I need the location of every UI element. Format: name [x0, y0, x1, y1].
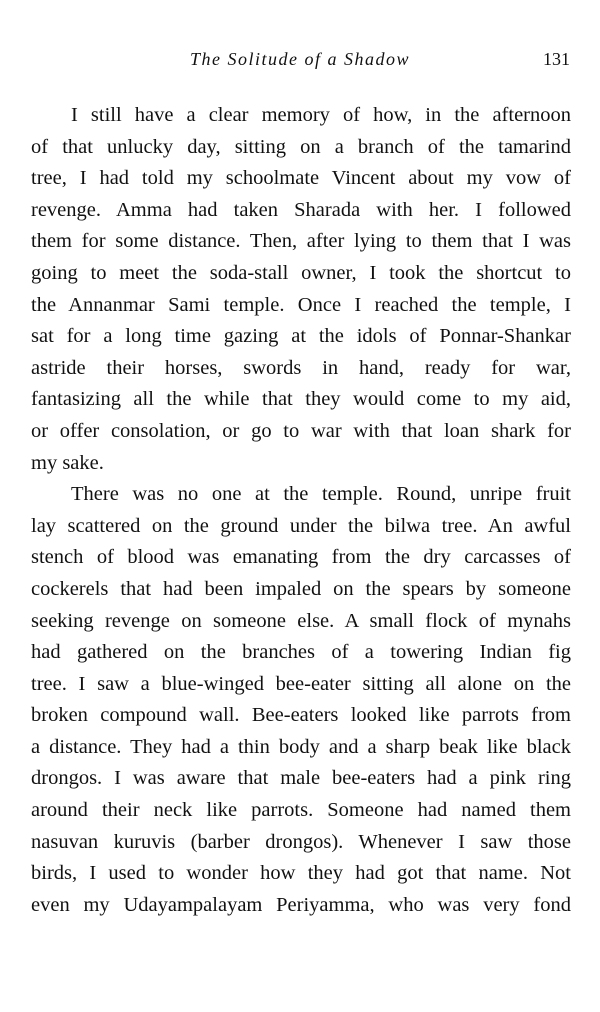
text-line: going to meet the soda-stall owner, I took the shortcut to — [31, 261, 571, 284]
text-line: tree, I had told my schoolmate Vincent about my vow of — [31, 167, 571, 190]
text-line: tree. I saw a blue-winged bee-eater sitting all alone on the — [31, 672, 571, 695]
text-line: even my Udayampalayam Periyamma, who was very fond — [31, 893, 571, 916]
text-line: around their neck like parrots. Someone had named them — [31, 799, 571, 822]
text-line: sat for a long time gazing at the idols of Ponnar-Shankar — [31, 325, 571, 348]
text-line: fantasizing all the while that they would come to my aid, — [31, 388, 571, 411]
paragraph-1 — [31, 100, 571, 479]
text-line: nasuvan kuruvis (barber drongos). Whenever I saw those — [31, 830, 571, 853]
text-line: lay scattered on the ground under the bilwa tree. An awful — [31, 514, 571, 537]
text-line: revenge. Amma had taken Sharada with her. I followed — [31, 198, 571, 221]
text-line: had gathered on the branches of a towering Indian fig — [31, 641, 571, 664]
text-line: astride their horses, swords in hand, ready for war, — [31, 356, 571, 379]
page-number: 131 — [543, 49, 570, 69]
text-line: cockerels that had been impaled on the spears by someone — [31, 577, 571, 600]
text-line: the Annanmar Sami temple. Once I reached the temple, I — [31, 293, 571, 316]
text-line: seeking revenge on someone else. A small flock of mynahs — [31, 609, 571, 632]
text-line: broken compound wall. Bee-eaters looked like parrots from — [31, 704, 571, 727]
running-head — [30, 44, 570, 74]
text-line: stench of blood was emanating from the dry carcasses of — [31, 546, 571, 569]
text-line: of that unlucky day, sitting on a branch of the tamarind — [31, 135, 571, 158]
text-line: There was no one at the temple. Round, unripe fruit — [71, 483, 571, 506]
text-line: I still have a clear memory of how, in the afternoon — [71, 104, 571, 126]
text-line: birds, I used to wonder how they had got that name. Not — [31, 862, 571, 885]
text-line: drongos. I was aware that male bee-eaters had a pink ring — [31, 767, 571, 790]
body-text — [31, 100, 571, 921]
paragraph-2 — [31, 479, 571, 921]
text-line: them for some distance. Then, after lying to them that I was — [31, 230, 571, 253]
text-line: or offer consolation, or go to war with that loan shark for — [31, 419, 571, 442]
running-title: The Solitude of a Shadow — [190, 49, 410, 69]
text-line: my sake. — [31, 451, 104, 474]
text-line: a distance. They had a thin body and a sharp beak like black — [31, 735, 571, 758]
